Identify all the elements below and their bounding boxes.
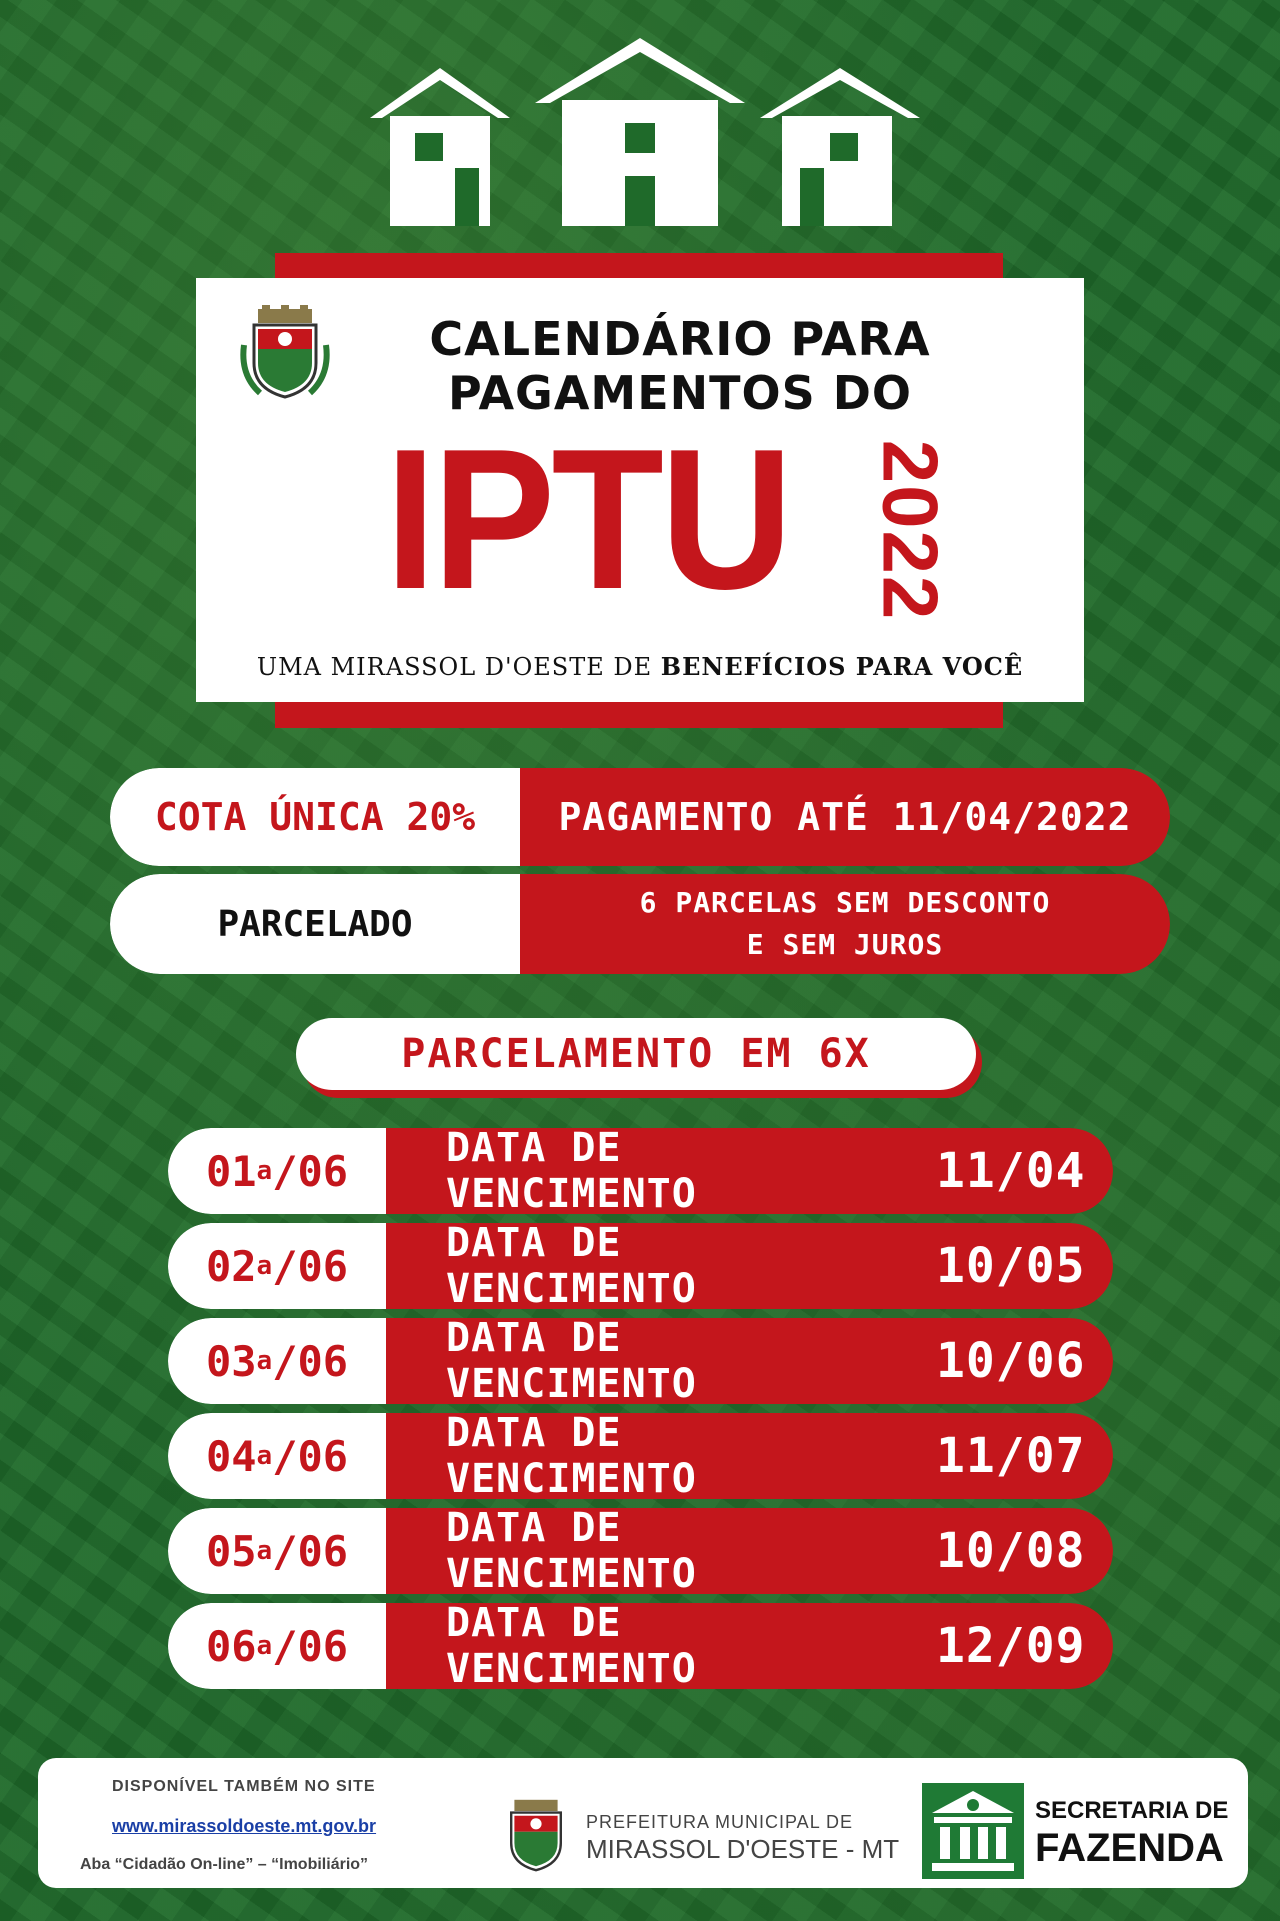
house-icon xyxy=(760,68,920,226)
footer-secretaria-line1: SECRETARIA DE xyxy=(1035,1797,1229,1824)
installment-number: 05 a /06 xyxy=(168,1508,386,1594)
title-line-2: PAGAMENTOS DO xyxy=(447,366,913,420)
due-date-label: DATA DE VENCIMENTO xyxy=(446,1413,697,1499)
option-detail: 6 PARCELAS SEM DESCONTO E SEM JUROS xyxy=(520,874,1170,974)
due-date: 12/09 xyxy=(936,1618,1086,1674)
bank-icon xyxy=(922,1783,1024,1879)
footer-secretaria-line2: FAZENDA xyxy=(1035,1826,1224,1870)
footer-available-text: DISPONÍVEL TAMBÉM NO SITE xyxy=(112,1778,376,1795)
due-date-label: DATA DE VENCIMENTO xyxy=(446,1318,697,1404)
due-date-label: DATA DE VENCIMENTO xyxy=(446,1128,697,1214)
city-seal-icon xyxy=(240,305,330,401)
due-date: 10/06 xyxy=(936,1333,1086,1389)
footer-prefeitura-line2: MIRASSOL D'OESTE - MT xyxy=(586,1834,900,1864)
installment-number: 04 a /06 xyxy=(168,1413,386,1499)
installment-row xyxy=(168,1318,1113,1404)
house-icon xyxy=(370,68,510,226)
installment-row xyxy=(168,1128,1113,1214)
installment-number: 01 a /06 xyxy=(168,1128,386,1214)
house-icon xyxy=(535,38,745,226)
due-date: 11/07 xyxy=(936,1428,1086,1484)
installment-number: 02 a /06 xyxy=(168,1223,386,1309)
due-date-label: DATA DE VENCIMENTO xyxy=(446,1223,697,1309)
iptu-heading: IPTU xyxy=(385,408,790,631)
title-line-1: CALENDÁRIO PARA xyxy=(429,312,931,366)
option-detail: PAGAMENTO ATÉ 11/04/2022 xyxy=(520,768,1170,866)
installment-number: 03 a /06 xyxy=(168,1318,386,1404)
footer-prefeitura-line1: PREFEITURA MUNICIPAL DE xyxy=(586,1812,854,1832)
option-cota-unica xyxy=(110,768,1170,866)
due-date: 10/05 xyxy=(936,1238,1086,1294)
city-seal-icon xyxy=(500,1795,572,1875)
installment-row xyxy=(168,1508,1113,1594)
due-date-label: DATA DE VENCIMENTO xyxy=(446,1603,697,1689)
section-title: PARCELAMENTO EM 6X xyxy=(296,1018,976,1090)
option-parcelado xyxy=(110,874,1170,974)
subtitle: UMA MIRASSOL D'OESTE DE BENEFÍCIOS PARA VOCÊ xyxy=(256,652,1024,681)
footer-tab-instructions: Aba “Cidadão On-line” – “Imobiliário” xyxy=(80,1856,369,1873)
option-label: PARCELADO xyxy=(110,874,520,974)
installment-row xyxy=(168,1603,1113,1689)
footer-website-link[interactable]: www.mirassoldoeste.mt.gov.br xyxy=(112,1816,377,1836)
due-date-label: DATA DE VENCIMENTO xyxy=(446,1508,697,1594)
due-date: 11/04 xyxy=(936,1143,1086,1199)
houses-illustration xyxy=(360,38,940,228)
option-label: COTA ÚNICA 20% xyxy=(110,768,520,866)
installment-number: 06 a /06 xyxy=(168,1603,386,1689)
installment-row xyxy=(168,1413,1113,1499)
year-label: 2022 xyxy=(866,439,955,621)
installment-row xyxy=(168,1223,1113,1309)
due-date: 10/08 xyxy=(936,1523,1086,1579)
